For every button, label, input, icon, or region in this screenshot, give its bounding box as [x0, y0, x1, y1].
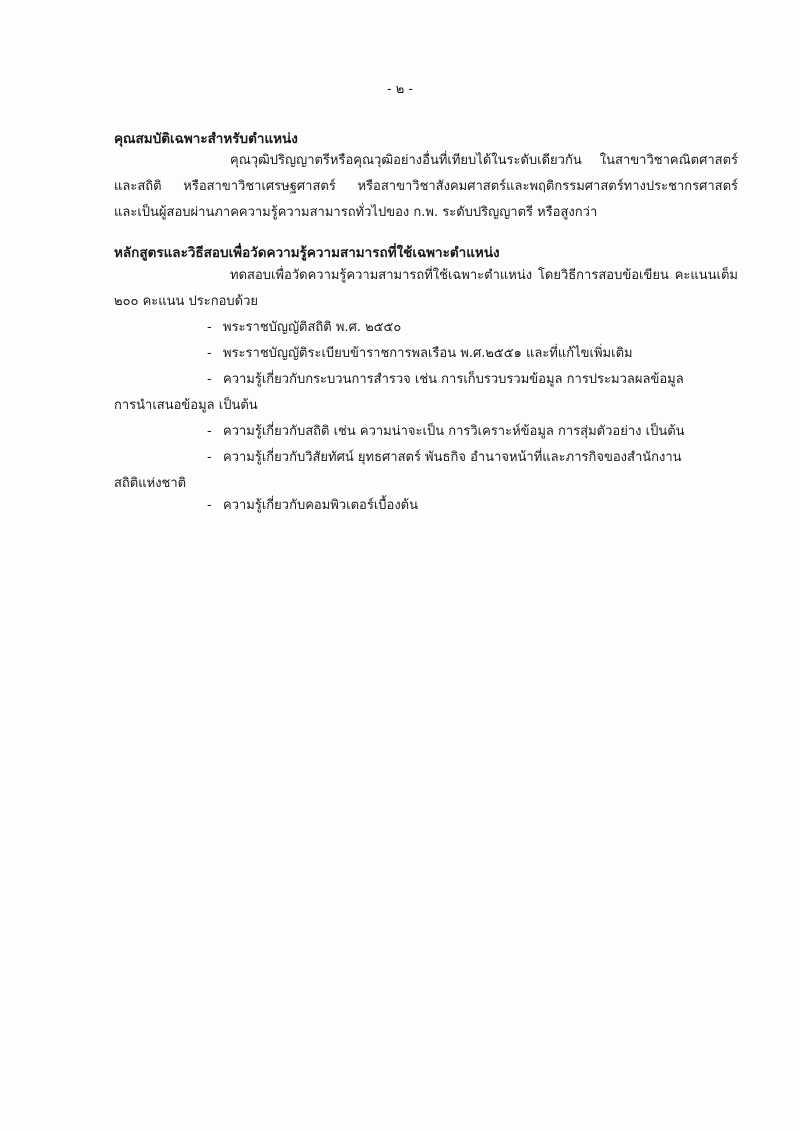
- dash-bullet: -: [207, 372, 212, 387]
- exam-topic-text: ความรู้เกี่ยวกับกระบวนการสำรวจ เช่น การเก็บรวบรวมข้อมูล การประมวลผลข้อมูล: [223, 372, 684, 387]
- dash-bullet: -: [207, 450, 212, 465]
- dash-bullet: -: [207, 346, 212, 361]
- exam-topic-item: [207, 449, 682, 467]
- dash-bullet: -: [207, 498, 212, 513]
- exam-topic-item: [207, 497, 418, 515]
- exam-intro-line: ๒๐๐ คะแนน ประกอบด้วย: [114, 294, 259, 309]
- exam-topic-text: พระราชบัญญัติระเบียบข้าราชการพลเรือน พ.ศ.๒๕๕๑ และที่แก้ไขเพิ่มเติม: [223, 346, 633, 361]
- exam-topic-item: [207, 371, 684, 389]
- exam-topic-text: พระราชบัญญัติสถิติ พ.ศ. ๒๕๕๐: [223, 320, 402, 335]
- qualifications-line: และสถิติ หรือสาขาวิชาเศรษฐศาสตร์ หรือสาขาวิชาสังคมศาสตร์และพฤติกรรมศาสตร์ทางประชากรศาสตร์: [114, 179, 738, 194]
- qualifications-line: คุณวุฒิปริญญาตรีหรือคุณวุฒิอย่างอื่นที่เทียบได้ในระดับเดียวกัน ในสาขาวิชาคณิตศาสตร์: [230, 153, 738, 168]
- dash-bullet: -: [207, 320, 212, 335]
- page-number: - ๒ -: [386, 82, 414, 97]
- exam-topic-continuation: การนำเสนอข้อมูล เป็นต้น: [114, 398, 258, 413]
- exam-topic-text: ความรู้เกี่ยวกับคอมพิวเตอร์เบื้องต้น: [223, 498, 418, 513]
- exam-topic-continuation: สถิติแห่งชาติ: [114, 476, 187, 491]
- qualifications-line: และเป็นผู้สอบผ่านภาคความรู้ความสามารถทั่วไปของ ก.พ. ระดับปริญญาตรี หรือสูงกว่า: [114, 205, 598, 220]
- exam-curriculum-heading: หลักสูตรและวิธีสอบเพื่อวัดความรู้ความสามารถที่ใช้เฉพาะตำแหน่ง: [114, 245, 500, 261]
- qualifications-heading: คุณสมบัติเฉพาะสำหรับตำแหน่ง: [114, 131, 298, 147]
- exam-topic-item: [207, 423, 685, 441]
- dash-bullet: -: [207, 424, 212, 439]
- exam-topic-text: ความรู้เกี่ยวกับสถิติ เช่น ความน่าจะเป็น การวิเคราะห์ข้อมูล การสุ่มตัวอย่าง เป็นต้น: [223, 424, 685, 439]
- exam-topic-text: ความรู้เกี่ยวกับวิสัยทัศน์ ยุทธศาสตร์ พันธกิจ อำนาจหน้าที่และภารกิจของสำนักงาน: [223, 450, 682, 465]
- exam-topic-item: [207, 345, 633, 363]
- exam-intro-line: ทดสอบเพื่อวัดความรู้ความสามารถที่ใช้เฉพาะตำแหน่ง โดยวิธีการสอบข้อเขียน คะแนนเต็ม: [230, 268, 738, 283]
- exam-topic-item: [207, 319, 401, 337]
